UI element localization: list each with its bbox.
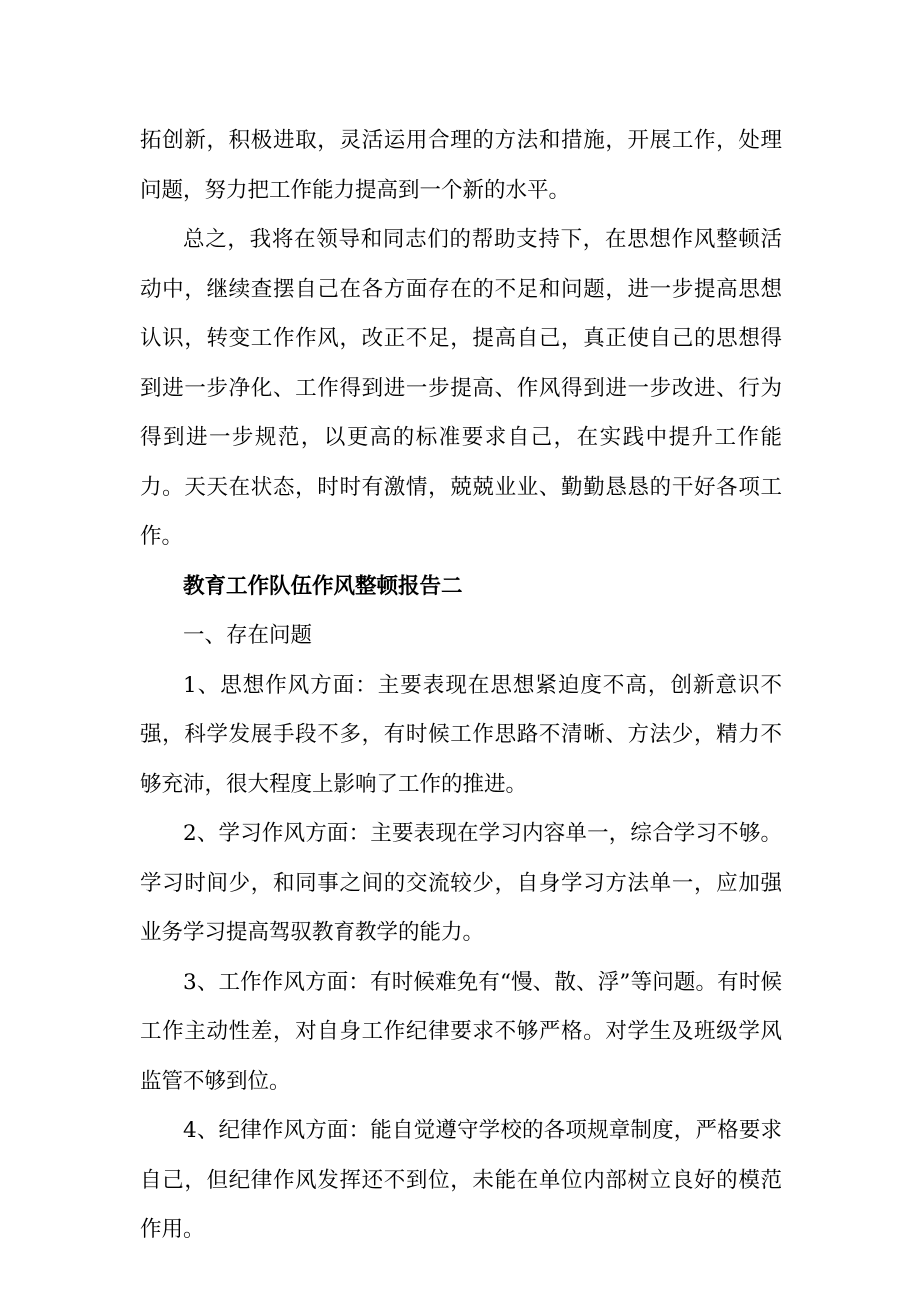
list-item-discipline-style: 4、纪律作风方面：能自觉遵守学校的各项规章制度，严格要求自己，但纪律作风发挥还不到位，未能在单位内部树立良好的模范作用。 [140, 1118, 782, 1242]
list-item-thinking-style: 1、思想作风方面：主要表现在思想紧迫度不高，创新意识不强，科学发展手段不多，有时候工作思路不清晰、方法少，精力不够充沛，很大程度上影响了工作的推进。 [140, 672, 782, 797]
subsection-heading: 一、存在问题 [183, 623, 313, 648]
paragraph-continuation: 拓创新，积极进取，灵活运用合理的方法和措施，开展工作，处理问题，努力把工作能力提高到一个新的水平。 [140, 128, 782, 203]
list-item-work-style: 3、工作作风方面：有时候难免有“慢、散、浮”等问题。有时候工作主动性差，对自身工作纪律要求不够严格。对学生及班级学风监管不够到位。 [140, 969, 782, 1094]
paragraph-conclusion: 总之，我将在领导和同志们的帮助支持下，在思想作风整顿活动中，继续查摆自己在各方面存在的不足和问题，进一步提高思想认识，转变工作作风，改正不足，提高自己，真正使自己的思想得到进一步净化、工作得到进一步提高、作风得到进一步改进、行为得到进一步规范，以更高的标准要求自己，在实践中提升工作能力。天天在状态，时时有激情，兢兢业业、勤勤恳恳的干好各项工作。 [140, 227, 782, 549]
section-title: 教育工作队伍作风整顿报告二 [183, 573, 463, 599]
list-item-learning-style: 2、学习作风方面：主要表现在学习内容单一，综合学习不够。学习时间少，和同事之间的交流较少，自身学习方法单一，应加强业务学习提高驾驭教育教学的能力。 [140, 821, 782, 945]
document-body [140, 116, 782, 1255]
